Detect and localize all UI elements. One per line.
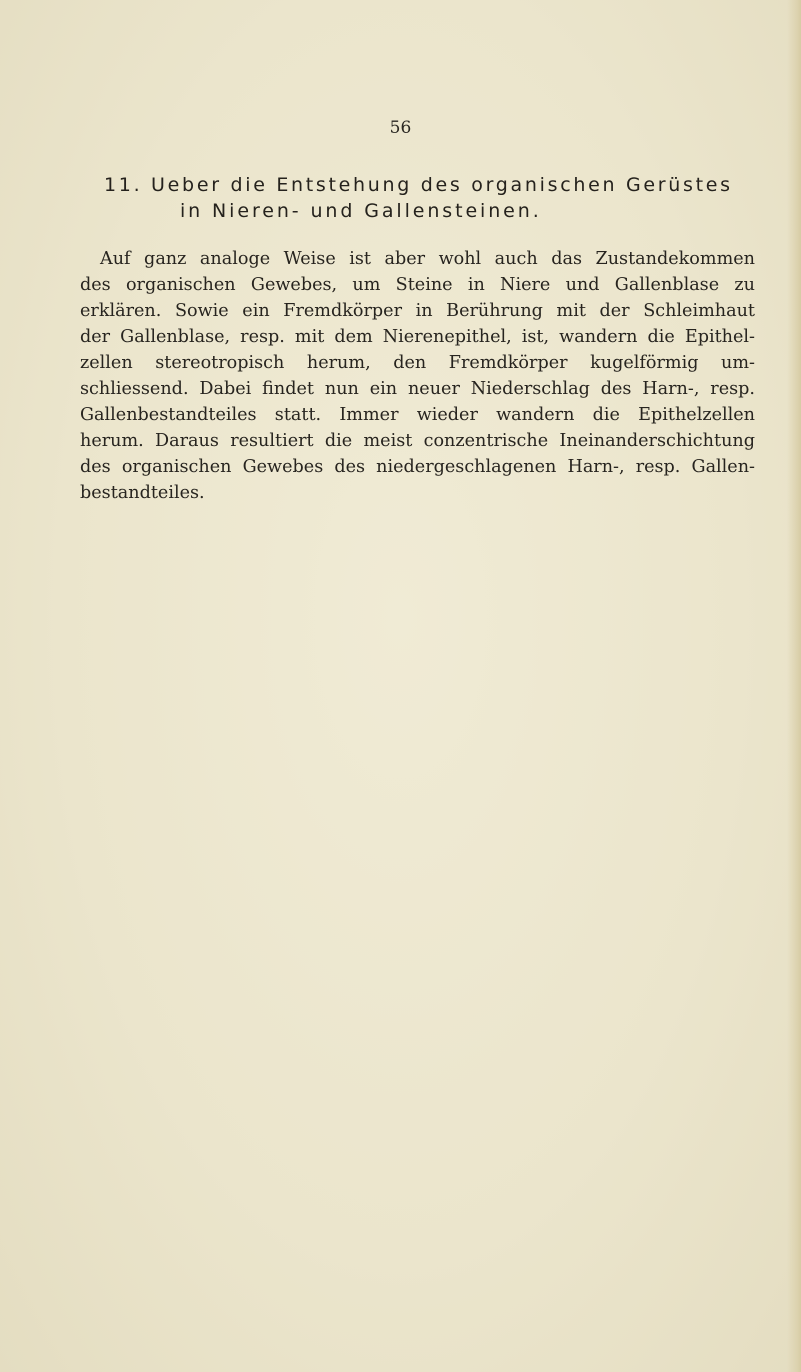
- section-heading-line-1: 11. Ueber die Entstehung des organischen Gerüstes: [104, 174, 733, 196]
- paragraph-line-10: bestandteiles.: [80, 483, 205, 503]
- paragraph-line-5: zellen stereotropisch herum, den Fremdkörper kugelförmig um-: [80, 353, 755, 373]
- paragraph-line-7: Gallenbestandteiles statt. Immer wieder wandern die Epithelzellen: [80, 405, 755, 425]
- paragraph-line-8: herum. Daraus resultiert die meist conzentrische Ineinanderschichtung: [80, 431, 755, 451]
- paragraph-line-3: erklären. Sowie ein Fremdkörper in Berührung mit der Schleimhaut: [80, 301, 755, 321]
- page-number: 56: [389, 118, 412, 138]
- paragraph-line-6: schliessend. Dabei findet nun ein neuer Niederschlag des Harn-, resp.: [80, 379, 755, 399]
- paragraph-line-9: des organischen Gewebes des niedergeschlagenen Harn-, resp. Gallen-: [80, 457, 755, 477]
- paragraph-line-2: des organischen Gewebes, um Steine in Niere und Gallenblase zu: [80, 275, 755, 295]
- section-heading-line-2: in Nieren- und Gallensteinen.: [180, 200, 542, 222]
- paragraph-line-4: der Gallenblase, resp. mit dem Nierenepithel, ist, wandern die Epithel-: [80, 327, 755, 347]
- paragraph-line-1: Auf ganz analoge Weise ist aber wohl auch das Zustandekommen: [100, 249, 755, 269]
